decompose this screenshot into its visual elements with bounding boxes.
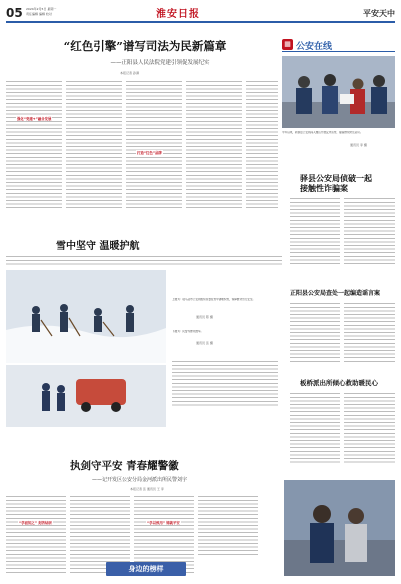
date-line: 2024年2月5日 星期一 <box>26 7 57 11</box>
police-story-1-col-2 <box>344 197 395 264</box>
bottom-subhead-1: “学而知之” 刻苦钻研 <box>19 521 52 525</box>
officer-photo <box>284 480 395 576</box>
police-photo-caption: 今年以来，新蔡县公安局深入辖区开展反诈宣传，提高群众防范意识。 <box>282 131 363 134</box>
snow-intro <box>6 255 282 265</box>
lead-subtitle: ——正阳县人民法院党建引领促发展纪实 <box>110 60 210 66</box>
section-title: 平安天中 <box>363 9 395 18</box>
bottom-subhead-2: “学以致用” 铸就平安 <box>147 521 180 525</box>
page-number: 05 <box>6 6 23 20</box>
snow-scene-1 <box>6 270 166 363</box>
snow-photo-1 <box>6 270 166 363</box>
snow-credit-2: 通讯员 张 摄 <box>196 341 213 345</box>
police-story-3-title: 板桥派出所倾心救助暖民心 <box>300 379 378 387</box>
police-story-2-col-1 <box>290 302 340 362</box>
lead-body-col-1 <box>6 80 62 210</box>
bottom-byline: 本报记者 张 通讯员 王 李 <box>130 487 164 491</box>
bottom-col-4 <box>198 495 258 555</box>
police-photo-figures <box>282 56 395 128</box>
editor-line: 责任编辑 编辑 校对 <box>26 12 52 16</box>
lead-body-col-4 <box>186 80 242 210</box>
lead-byline: 本报记者 孙满 <box>120 71 139 75</box>
lead-subhead-1: 强化“党建+”融合发展 <box>17 117 52 121</box>
masthead-rule <box>6 21 395 23</box>
role-model-banner-label: 身边的榜样 <box>128 565 164 573</box>
bottom-subtitle: ——记开发区公安分局金河派出所民警刘宇 <box>92 477 188 483</box>
lead-body-col-3 <box>126 80 182 210</box>
snow-caption-2: 下图为：民警为群众推车。 <box>172 330 204 333</box>
snow-caption-1: 上图为：驻马店市公安局组织民警在雪中清理积雪，保障群众出行安全。 <box>172 298 255 301</box>
shield-icon: ▦ <box>282 39 293 50</box>
lead-subhead-2: 打造“红色”品牌 <box>137 151 162 155</box>
newspaper-logo: 淮安日报 <box>156 9 200 20</box>
police-online-header <box>282 38 395 52</box>
police-story-3-col-1 <box>290 392 340 464</box>
role-model-banner <box>106 562 186 576</box>
bottom-title: 执剑守平安 青春耀警徽 <box>70 460 179 472</box>
police-online-label: 公安在线 <box>296 42 333 52</box>
snow-side-text <box>172 360 278 408</box>
police-photo-credit: 通讯员 李 摄 <box>350 143 367 147</box>
lead-body-col-5 <box>246 80 278 210</box>
bottom-col-1 <box>6 495 66 573</box>
officer-portrait <box>284 480 395 576</box>
police-photo <box>282 56 395 128</box>
snow-photo-2 <box>6 365 166 427</box>
police-story-2-title: 正阳县公安局查处一起编造谣言案 <box>290 290 381 297</box>
police-story-1-col-1 <box>290 197 340 264</box>
snow-scene-2 <box>6 365 166 427</box>
snow-title: 雪中坚守 温暖护航 <box>56 241 140 252</box>
snow-credit-1: 通讯员 陈 摄 <box>196 315 213 319</box>
police-story-3-col-2 <box>344 392 395 464</box>
lead-body-col-2 <box>66 80 122 210</box>
police-story-2-col-2 <box>344 302 395 362</box>
lead-title: “红色引擎”谱写司法为民新篇章 <box>63 39 227 53</box>
masthead <box>6 4 395 26</box>
police-story-1-title: 驿县公安局侦破一起 接触性诈骗案 <box>300 173 372 193</box>
